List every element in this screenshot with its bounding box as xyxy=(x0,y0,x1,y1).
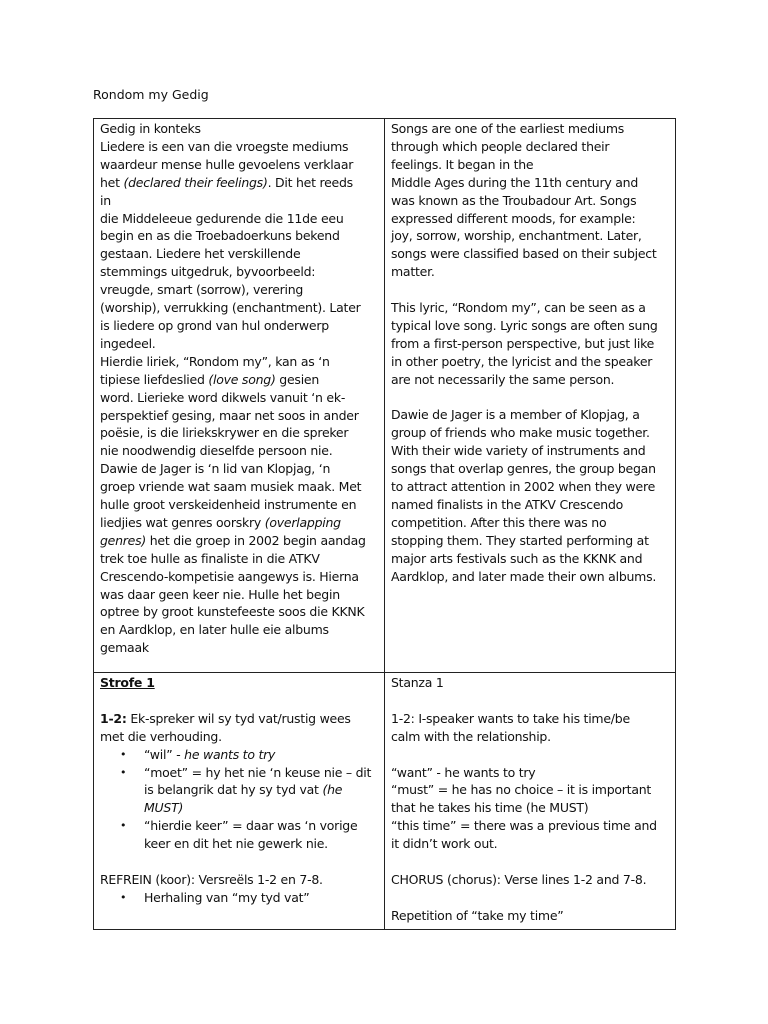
text-line: het (declared their feelings). Dit het reeds xyxy=(100,174,353,190)
text-line: hulle groot verskeidenheid instrumente en xyxy=(100,497,357,513)
text-line: it didn’t work out. xyxy=(391,836,498,852)
text-line: begin en as die Troebadoerkuns bekend xyxy=(100,228,340,244)
text-line: trek toe hulle as finaliste in die ATKV xyxy=(100,550,320,566)
text-line: Liedere is een van die vroegste mediums xyxy=(100,138,349,154)
text-line: CHORUS (chorus): Verse lines 1-2 and 7-8. xyxy=(391,871,647,887)
text-line: 1-2: I-speaker wants to take his time/be xyxy=(391,710,630,726)
text-line: liedjies wat genres oorskry (overlapping xyxy=(100,514,341,530)
text-line: 1-2: Ek-spreker wil sy tyd vat/rustig wees xyxy=(100,710,351,726)
text-line: Aardklop, and later made their own albums. xyxy=(391,568,657,584)
paragraph-gap xyxy=(391,746,669,764)
text-line: in xyxy=(100,192,111,208)
text-line: This lyric, “Rondom my”, can be seen as a xyxy=(391,300,646,316)
text-line: joy, sorrow, worship, enchantment. Later, xyxy=(391,228,642,244)
paragraph-gap xyxy=(391,281,669,299)
text-line: competition. After this there was no xyxy=(391,514,607,530)
text-line: group of friends who make music together. xyxy=(391,425,650,441)
italic-gloss: genres) xyxy=(100,532,147,548)
document-title: Rondom my Gedig xyxy=(93,87,209,102)
text-line: calm with the relationship. xyxy=(391,728,551,744)
paragraph-gap xyxy=(391,389,669,407)
paragraph-gap xyxy=(391,889,669,907)
text-line: “this time” = there was a previous time and xyxy=(391,818,657,834)
text-line: tipiese liefdeslied (love song) gesien xyxy=(100,371,320,387)
text-line: perspektief gesing, maar net soos in ander xyxy=(100,407,359,423)
paragraph-gap xyxy=(100,853,378,871)
text-line: vreugde, smart (sorrow), verering xyxy=(100,282,304,298)
text-line: die Middeleeue gedurende die 11de eeu xyxy=(100,210,344,226)
text-line: songs were classified based on their subject xyxy=(391,246,657,262)
text-line: named finalists in the ATKV Crescendo xyxy=(391,497,624,512)
list-item: • Herhaling van “my tyd vat” xyxy=(144,889,378,907)
text-line: waardeur mense hulle gevoelens verklaar xyxy=(100,156,354,172)
text-line: optree by groot kunstefeeste soos die KKNK xyxy=(100,604,365,620)
text-line: is liedere op grond van hul onderwerp xyxy=(100,317,329,333)
bullet-list xyxy=(100,746,378,853)
text-line: to attract attention in 2002 when they were xyxy=(391,479,656,495)
text-line: “want” - he wants to try xyxy=(391,764,536,780)
text-line: songs that overlap genres, the group began xyxy=(391,461,656,477)
text-line: poësie, is die liriekskrywer en die spreker xyxy=(100,425,349,441)
text-line: from a first-person perspective, but just like xyxy=(391,335,655,351)
text-line: are not necessarily the same person. xyxy=(391,371,615,387)
text-line: was known as the Troubadour Art. Songs xyxy=(391,192,637,208)
text-line: expressed different moods, for example: xyxy=(391,210,636,226)
text-line: “must” = he has no choice – it is important xyxy=(391,782,652,798)
stanza-heading: Stanza 1 xyxy=(391,675,444,690)
text-line: through which people declared their xyxy=(391,138,610,154)
afrikaans-context-cell xyxy=(94,119,385,673)
table-row xyxy=(94,119,676,673)
text-line: Dawie de Jager is a member of Klopjag, a xyxy=(391,407,640,423)
list-item: • “hierdie keer” = daar was ‘n vorige keer en dit het nie gewerk nie. xyxy=(144,817,378,853)
italic-gloss: (overlapping xyxy=(264,514,341,530)
paragraph-gap xyxy=(391,692,669,710)
text-line: stopping them. They started performing at xyxy=(391,532,649,548)
text-line: was daar geen keer nie. Hulle het begin xyxy=(100,586,340,602)
text-line: genres) het die groep in 2002 begin aandag xyxy=(100,532,366,548)
line-ref: 1-2: xyxy=(100,710,127,726)
text-line: Repetition of “take my time” xyxy=(391,907,564,923)
text-line: Middle Ages during the 11th century and xyxy=(391,174,639,190)
list-item: • “moet” = hy het nie ‘n keuse nie – dit is belangrik dat hy sy tyd vat (he MUST) xyxy=(144,764,378,818)
text-line: Hierdie liriek, “Rondom my”, kan as ‘n xyxy=(100,353,330,369)
text-line: gemaak xyxy=(100,640,149,656)
english-context-cell xyxy=(385,119,676,673)
text-line: groep vriende wat saam musiek maak. Met xyxy=(100,479,362,495)
text-line: gestaan. Liedere het verskillende xyxy=(100,246,301,262)
text-line: major arts festivals such as the KKNK and xyxy=(391,550,643,566)
list-item: • “wil” - he wants to try xyxy=(144,746,378,764)
stanza-heading: Strofe 1 xyxy=(100,675,155,690)
text-line: REFREIN (koor): Versreëls 1-2 en 7-8. xyxy=(100,871,323,887)
text-line: Crescendo-kompetisie aangewys is. Hierna xyxy=(100,568,359,584)
afrikaans-stanza-cell xyxy=(94,673,385,930)
paragraph-gap xyxy=(100,692,378,710)
text-line: typical love song. Lyric songs are often sung xyxy=(391,317,658,333)
text-line: ingedeel. xyxy=(100,335,156,351)
text-line: matter. xyxy=(391,264,435,280)
text-line: in other poetry, the lyricist and the speaker xyxy=(391,353,653,369)
text-line: en Aardklop, en later hulle eie albums xyxy=(100,622,329,638)
text-line: With their wide variety of instruments and xyxy=(391,443,646,459)
text-line: feelings. It began in the xyxy=(391,156,534,172)
text-line: (worship), verrukking (enchantment). Later xyxy=(100,300,361,316)
text-line: Songs are one of the earliest mediums xyxy=(391,121,625,136)
bullet-list xyxy=(100,889,378,907)
text-line: that he takes his time (he MUST) xyxy=(391,800,589,816)
text-line: Dawie de Jager is ‘n lid van Klopjag, ‘n xyxy=(100,461,331,477)
paragraph-gap xyxy=(391,853,669,871)
translation-table xyxy=(93,118,676,930)
english-stanza-cell xyxy=(385,673,676,930)
text-line: stemmings uitgedruk, byvoorbeeld: xyxy=(100,264,316,280)
text-line: nie noodwendig dieselfde persoon nie. xyxy=(100,443,333,459)
italic-gloss: (love song) xyxy=(208,371,276,387)
text-line: word. Lierieke word dikwels vanuit ‘n ek- xyxy=(100,389,346,405)
cell-heading: Gedig in konteks xyxy=(100,121,201,136)
italic-gloss: (declared their feelings) xyxy=(123,174,268,190)
text-line: met die verhouding. xyxy=(100,728,222,744)
table-row xyxy=(94,673,676,930)
